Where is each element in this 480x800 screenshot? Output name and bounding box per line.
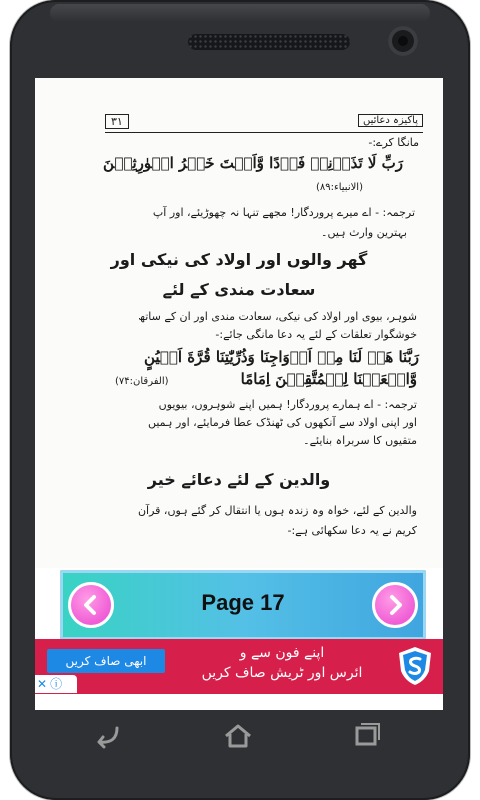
close-icon[interactable]: ✕ <box>37 677 48 691</box>
speaker-grille <box>188 34 350 50</box>
section-heading: گھر والوں اور اولاد کی نیکی اور <box>110 250 368 269</box>
text-line: کریم نے یہ دعا سکھائی ہے:- <box>287 524 417 537</box>
ad-cta-button[interactable]: ابھی صاف کریں <box>47 649 165 673</box>
section-heading: والدین کے لئے دعائے خیر <box>147 470 331 489</box>
text-line: بہترین وارث ہیں۔ <box>321 226 407 239</box>
ad-text <box>175 643 389 683</box>
page-number: ۳۱ <box>105 114 129 129</box>
section-heading: سعادت مندی کے لئے <box>162 280 316 299</box>
page-navigation-bar <box>60 570 426 640</box>
text-line: متقیوں کا سربراہ بنایئے۔ <box>303 434 417 447</box>
app-screen <box>35 78 443 710</box>
next-page-button[interactable] <box>372 582 418 628</box>
text-line: مانگا کرے:- <box>368 136 419 149</box>
ad-line-2: ائرس اور ٹریش صاف کریں <box>201 665 363 681</box>
ad-line-1: اپنے فون سے و <box>239 645 325 661</box>
page-header <box>105 116 423 133</box>
phone-shine <box>50 4 430 22</box>
system-nav-bar <box>35 712 443 760</box>
text-line: شوہر، بیوی اور اولاد کی نیکی، سعادت مندی اور ان کے ساتھ <box>138 310 417 323</box>
text-line: اور اپنی اولاد سے آنکھوں کی ٹھنڈک عطا فرمایئے، اور ہمیں <box>147 416 417 429</box>
home-icon[interactable] <box>218 720 258 752</box>
book-page[interactable] <box>35 78 443 568</box>
arabic-verse: رَبَّنَا هَبۡ لَنَا مِنۡ اَزۡوَاجِنَا وَذُرِّيّٰتِنَا قُرَّةَ اَعۡيُنٍ <box>143 348 419 366</box>
text-line: ترجمہ: - اے میرے پروردگار! مجھے تنہا نہ چھوڑیئے، اور آپ <box>152 206 415 219</box>
text-line: ترجمہ: - اے ہمارے پروردگار! ہمیں اپنے شوہروں، بیویوں <box>158 398 417 411</box>
text-line: والدین کے لئے، خواہ وہ زندہ ہوں یا انتقال کر گئے ہوں، قرآن <box>137 504 417 517</box>
arabic-verse: وَّاجۡعَلۡنَا لِلۡمُتَّقِيۡنَ اِمَامًا <box>240 370 417 388</box>
text-line: خوشگوار تعلقات کے لئے یہ دعا مانگی جائے:- <box>215 328 417 341</box>
page-label: Page 17 <box>201 590 285 615</box>
verse-reference: (الانبیاء:۸۹) <box>316 182 363 193</box>
verse-reference: (الفرقان:۷۴) <box>115 376 169 387</box>
ad-choices[interactable] <box>35 675 77 693</box>
arabic-verse: رَبِّ لَا تَذَرۡنِیۡ فَرۡدًا وَّاَنۡتَ خَیۡرُ الۡوٰرِثِیۡنَ <box>103 154 403 172</box>
chevron-right-icon <box>384 594 406 616</box>
info-icon[interactable]: ⓘ <box>50 677 63 691</box>
book-title: پاکیزہ دعائیں <box>358 114 423 127</box>
ad-banner[interactable] <box>35 639 443 694</box>
recent-apps-icon[interactable] <box>347 720 387 752</box>
back-icon[interactable] <box>87 720 127 752</box>
camera-icon <box>388 26 418 56</box>
shield-icon <box>395 645 435 687</box>
